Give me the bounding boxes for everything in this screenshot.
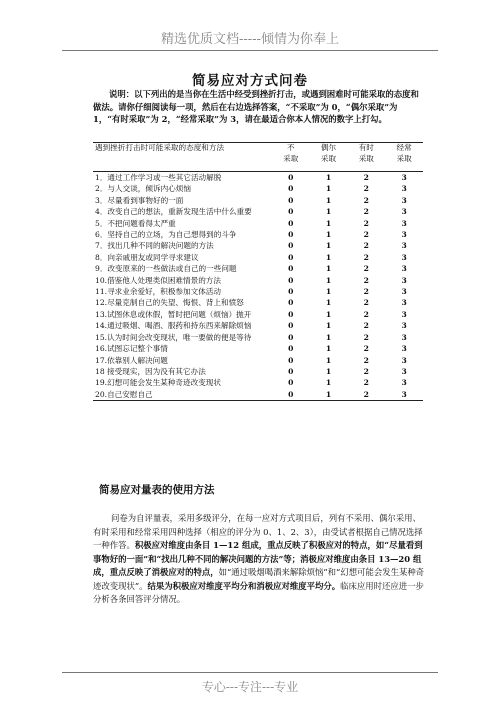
score-option[interactable]: 1 <box>325 184 332 194</box>
score-option[interactable]: 0 <box>288 275 294 285</box>
option-header-often: 经常 采取 <box>385 143 423 172</box>
score-option[interactable]: 2 <box>363 275 369 285</box>
table-row <box>93 275 423 286</box>
score-option[interactable]: 3 <box>401 287 407 297</box>
score-option[interactable]: 2 <box>363 184 369 194</box>
table-row <box>93 355 423 366</box>
score-option[interactable]: 3 <box>401 355 407 365</box>
score-option[interactable]: 1 <box>325 173 332 182</box>
score-option[interactable]: 0 <box>288 321 294 331</box>
score-option[interactable]: 3 <box>401 195 407 205</box>
score-option[interactable]: 3 <box>401 332 407 342</box>
score-option[interactable]: 2 <box>363 264 369 274</box>
score-option[interactable]: 0 <box>288 173 294 182</box>
table-row <box>93 172 423 184</box>
score-option[interactable]: 2 <box>363 355 369 365</box>
footer-divider <box>62 672 438 673</box>
score-option[interactable]: 2 <box>363 287 369 297</box>
score-option[interactable]: 1 <box>325 264 332 274</box>
option-header-never: 不 采取 <box>272 143 310 172</box>
score-option[interactable]: 3 <box>401 252 407 262</box>
score-option[interactable]: 3 <box>385 389 423 401</box>
usage-text-2: 积极应对维度由条目 1—12 组成，重点反映了积极应对的特点，如“尽量看到事物好的一面”和“找出几种不同的解决问题的方法”等；消极应对维度由条目 13—20 组成，重点反映了消极应对的特点， <box>93 540 423 577</box>
table-row <box>93 263 423 274</box>
table-row <box>93 229 423 240</box>
item-label: 3．尽量看到事物好的一面 <box>95 195 184 205</box>
header-divider <box>62 50 438 51</box>
table-row <box>93 309 423 320</box>
item-label: 19.幻想可能会发生某种奇迹改变现状 <box>95 378 221 388</box>
score-option[interactable]: 3 <box>401 298 407 308</box>
item-label: 15.认为时间会改变现状，唯一要做的便是等待 <box>95 332 252 342</box>
table-row <box>93 206 423 217</box>
score-option[interactable]: 2 <box>363 218 369 228</box>
table-row <box>93 343 423 354</box>
score-option[interactable]: 1 <box>325 241 332 251</box>
usage-paragraph <box>93 512 428 607</box>
score-option[interactable]: 3 <box>401 321 407 331</box>
table-row <box>93 332 423 343</box>
table-row <box>93 183 423 194</box>
instructions <box>93 88 423 126</box>
score-option[interactable]: 1 <box>325 366 332 376</box>
score-option[interactable]: 3 <box>401 184 407 194</box>
score-option[interactable]: 0 <box>288 287 294 297</box>
item-label: 18 接受现实，因为没有其它办法 <box>95 366 206 376</box>
item-label: 17.依靠别人解决问题 <box>95 355 168 365</box>
item-label: 9．改变原来的一些做法或自己的一些问题 <box>95 264 237 274</box>
score-option[interactable]: 2 <box>363 366 369 376</box>
table-row <box>93 389 423 401</box>
table-row <box>93 366 423 377</box>
table-header-row <box>93 143 423 172</box>
score-option[interactable]: 0 <box>288 207 294 217</box>
score-option[interactable]: 2 <box>363 321 369 331</box>
score-option[interactable]: 2 <box>363 195 369 205</box>
item-label: 1．通过工作学习或一些其它活动解脱 <box>95 173 222 182</box>
score-option[interactable]: 1 <box>325 309 332 319</box>
item-label: 16.试图忘记整个事情 <box>95 344 168 354</box>
score-option[interactable]: 0 <box>288 252 294 262</box>
score-option[interactable]: 2 <box>363 230 369 240</box>
score-option[interactable]: 1 <box>325 252 332 262</box>
score-option[interactable]: 2 <box>363 207 369 217</box>
score-option[interactable]: 2 <box>363 344 369 354</box>
usage-text-4: 结果为积极应对维度平均分和消极应对维度平均分。 <box>147 580 341 591</box>
score-option[interactable]: 0 <box>288 218 294 228</box>
page-footer: 专心---专注---专业 <box>201 680 299 694</box>
table-row <box>93 218 423 229</box>
table-row <box>93 195 423 206</box>
usage-text-1: 问卷为自评量表，采用多级评分，在每一应对方式项目后，列有不采用、偶尔采用、有时采用和经常采用四种选择（相应的评分为 0、1、2、3），由受试者根据自己情况选择一种作答。 <box>93 513 423 550</box>
score-option[interactable]: 3 <box>401 378 407 388</box>
score-option[interactable]: 1 <box>325 287 332 297</box>
item-label: 10.借鉴他人处理类似困难情景的方法 <box>95 275 221 285</box>
score-option[interactable]: 3 <box>401 344 407 354</box>
item-label: 14.通过吸烟、喝酒、服药和持东西来解除烦恼 <box>95 321 252 331</box>
item-label: 13.试图休息或休假，暂时把问题（烦恼）抛开 <box>95 309 252 319</box>
option-header-sometimes: 有时 采取 <box>347 143 385 172</box>
score-option[interactable]: 1 <box>325 321 332 331</box>
score-option[interactable]: 0 <box>288 378 294 388</box>
usage-description <box>93 512 428 607</box>
score-option[interactable]: 3 <box>401 207 407 217</box>
item-label: 6．坚持自己的立场，为自己想得到的斗争 <box>95 230 237 240</box>
page-header: 精选优质文档-----倾情为你奉上 <box>161 32 339 47</box>
table-row <box>93 297 423 308</box>
score-option[interactable]: 0 <box>288 184 294 194</box>
score-option[interactable]: 3 <box>401 366 407 376</box>
usage-text-5: 临床应用时还应进一步分析各条回答评分情况。 <box>93 580 424 604</box>
item-label: 8．向亲戚朋友或同学寻求建议 <box>95 252 199 262</box>
table-row <box>93 240 423 251</box>
score-option[interactable]: 0 <box>288 344 294 354</box>
table-row <box>93 320 423 331</box>
score-option[interactable]: 2 <box>363 241 369 251</box>
usage-text-3: 如“通过吸烟喝酒来解除烦恼”和“幻想可能会发生某种奇迹改变现状”。 <box>93 567 425 591</box>
score-option[interactable]: 2 <box>363 298 369 308</box>
score-option[interactable]: 0 <box>272 389 310 401</box>
item-label: 12.尽量克制自己的失望、悔恨、背上和愤怒 <box>95 298 244 308</box>
page-title: 简易应对方式问卷 <box>192 73 308 89</box>
table-row <box>93 252 423 263</box>
score-option[interactable]: 3 <box>401 264 407 274</box>
option-header-occasionally: 偶尔 采取 <box>310 143 348 172</box>
score-option[interactable]: 1 <box>325 195 332 205</box>
item-label: 7．找出几种不同的解决问题的方法 <box>95 241 214 251</box>
score-option[interactable]: 2 <box>363 252 369 262</box>
score-option[interactable]: 3 <box>401 230 407 240</box>
item-label: 5．不把问题看得太严重 <box>95 218 176 228</box>
score-option[interactable]: 0 <box>288 264 294 274</box>
score-option[interactable]: 0 <box>288 298 294 308</box>
score-option[interactable]: 0 <box>288 309 294 319</box>
score-option[interactable]: 2 <box>363 173 369 182</box>
item-label: 2．与人交谈，倾诉内心烦恼 <box>95 184 191 194</box>
score-option[interactable]: 3 <box>401 218 407 228</box>
score-option[interactable]: 0 <box>288 355 294 365</box>
score-option[interactable]: 1 <box>325 218 332 228</box>
score-option[interactable]: 1 <box>325 332 332 342</box>
score-option[interactable]: 1 <box>325 344 332 354</box>
score-option[interactable]: 2 <box>363 332 369 342</box>
table-row <box>93 377 423 388</box>
question-column-header: 遇到挫折打击时可能采取的态度和方法 <box>93 143 272 172</box>
score-option[interactable]: 3 <box>401 241 407 251</box>
questionnaire-table <box>93 142 423 401</box>
usage-title: 简易应对量表的使用方法 <box>99 484 215 496</box>
score-option[interactable]: 1 <box>325 355 332 365</box>
score-option[interactable]: 2 <box>363 378 369 388</box>
score-option[interactable]: 1 <box>325 207 332 217</box>
score-option[interactable]: 2 <box>363 309 369 319</box>
item-label: 20.自己安慰自己 <box>93 389 272 401</box>
score-option[interactable]: 0 <box>288 230 294 240</box>
score-option[interactable]: 1 <box>310 389 348 401</box>
instructions-text: 说明：以下列出的是当你在生活中经受到挫折打击，或遇到困难时可能采取的态度和做法。请你仔细阅读每一项，然后在右边选择答案，“不采取”为 0，“偶尔采取”为 1，“有时采取”为 2，“经常采取”为 3，请在最适合你本人情况的数字上打勾。 <box>93 89 419 124</box>
item-label: 4．改变自己的想法，重新发现生活中什么重要 <box>95 207 252 217</box>
score-option[interactable]: 0 <box>288 195 294 205</box>
score-option[interactable]: 1 <box>325 275 332 285</box>
score-option[interactable]: 1 <box>325 230 332 240</box>
score-option[interactable]: 3 <box>401 309 407 319</box>
table-row <box>93 286 423 297</box>
score-option[interactable]: 0 <box>288 366 294 376</box>
item-label: 11.寻求业余爱好，积极参加文体活动 <box>95 287 221 297</box>
score-option[interactable]: 3 <box>401 275 407 285</box>
score-option[interactable]: 0 <box>288 332 294 342</box>
score-option[interactable]: 0 <box>288 241 294 251</box>
score-option[interactable]: 3 <box>401 173 407 182</box>
score-option[interactable]: 2 <box>347 389 385 401</box>
score-option[interactable]: 1 <box>325 298 332 308</box>
score-option[interactable]: 1 <box>325 378 332 388</box>
